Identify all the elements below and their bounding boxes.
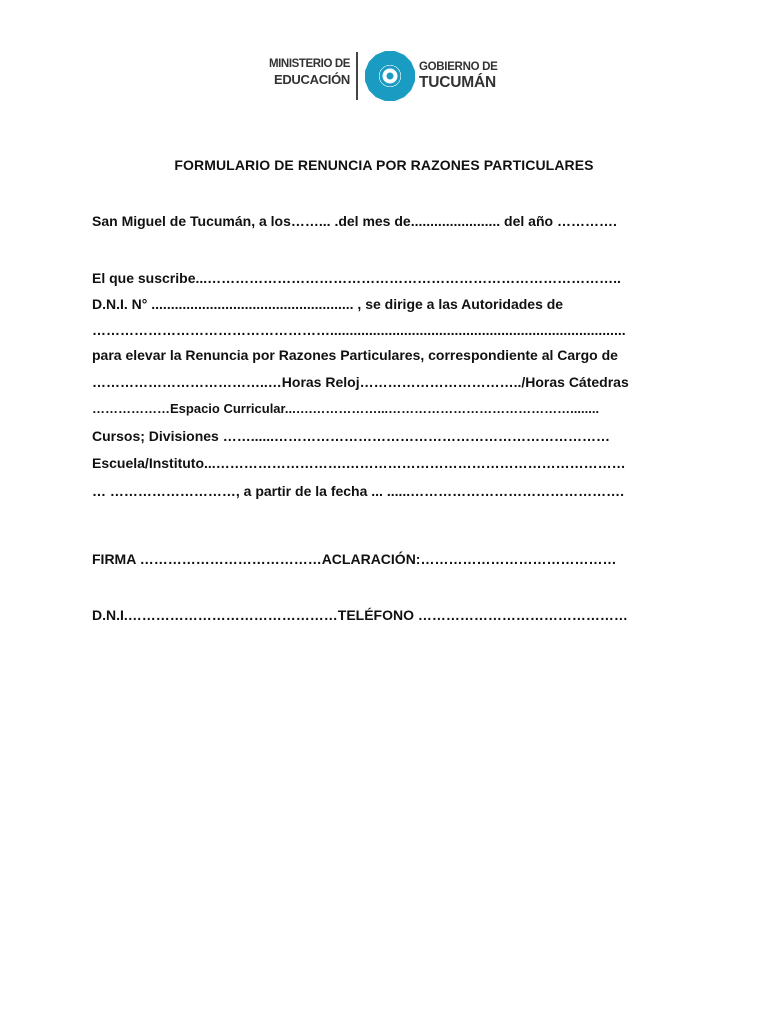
dni-line: D.N.I. N° .................................................... , se dirige a las Autoridades de: [92, 296, 564, 312]
sun-emblem-icon: [364, 50, 416, 102]
effective-date-line: … ………………………, a partir de la fecha ... ......……………………………………….: [92, 483, 625, 499]
ministry-line-2: EDUCACIÓN: [273, 72, 350, 87]
logo-divider: [356, 52, 358, 100]
curricular-space-line: ………………Espacio Curricular...….……………...……………………………………........: [92, 401, 600, 416]
government-line-1: GOBIERNO DE: [419, 61, 498, 73]
courses-line: Cursos; Divisiones ……......………………………………………………………………: [92, 428, 611, 444]
hours-line: ………………………………..…Horas Reloj……………………………../Horas Cátedras: [92, 374, 629, 390]
date-line: San Miguel de Tucumán, a los……... .del mes de....................... del año ………….: [92, 213, 617, 229]
resignation-line: para elevar la Renuncia por Razones Particulares, correspondiente al Cargo de: [92, 347, 618, 363]
signature-line: FIRMA …………………………………ACLARACIÓN:……………………………………: [92, 551, 617, 567]
school-line: Escuela/Instituto...……………………….……………………………………………………: [92, 455, 626, 471]
ministry-line-1: MINISTERIO DE: [268, 58, 350, 70]
id-phone-line: D.N.I.………………………………………TELÉFONO ………………………………………: [92, 607, 628, 623]
header-logo: [262, 50, 512, 106]
signer-name-line: El que suscribe...……………………………………………………………………………..: [92, 270, 621, 286]
ministry-logo-text: [262, 57, 350, 87]
authorities-line: ……………………………………………............................................................................: [92, 322, 626, 338]
government-logo-text: [419, 59, 498, 91]
document-title: FORMULARIO DE RENUNCIA POR RAZONES PARTICULARES: [174, 157, 594, 173]
government-line-2: TUCUMÁN: [419, 74, 496, 91]
